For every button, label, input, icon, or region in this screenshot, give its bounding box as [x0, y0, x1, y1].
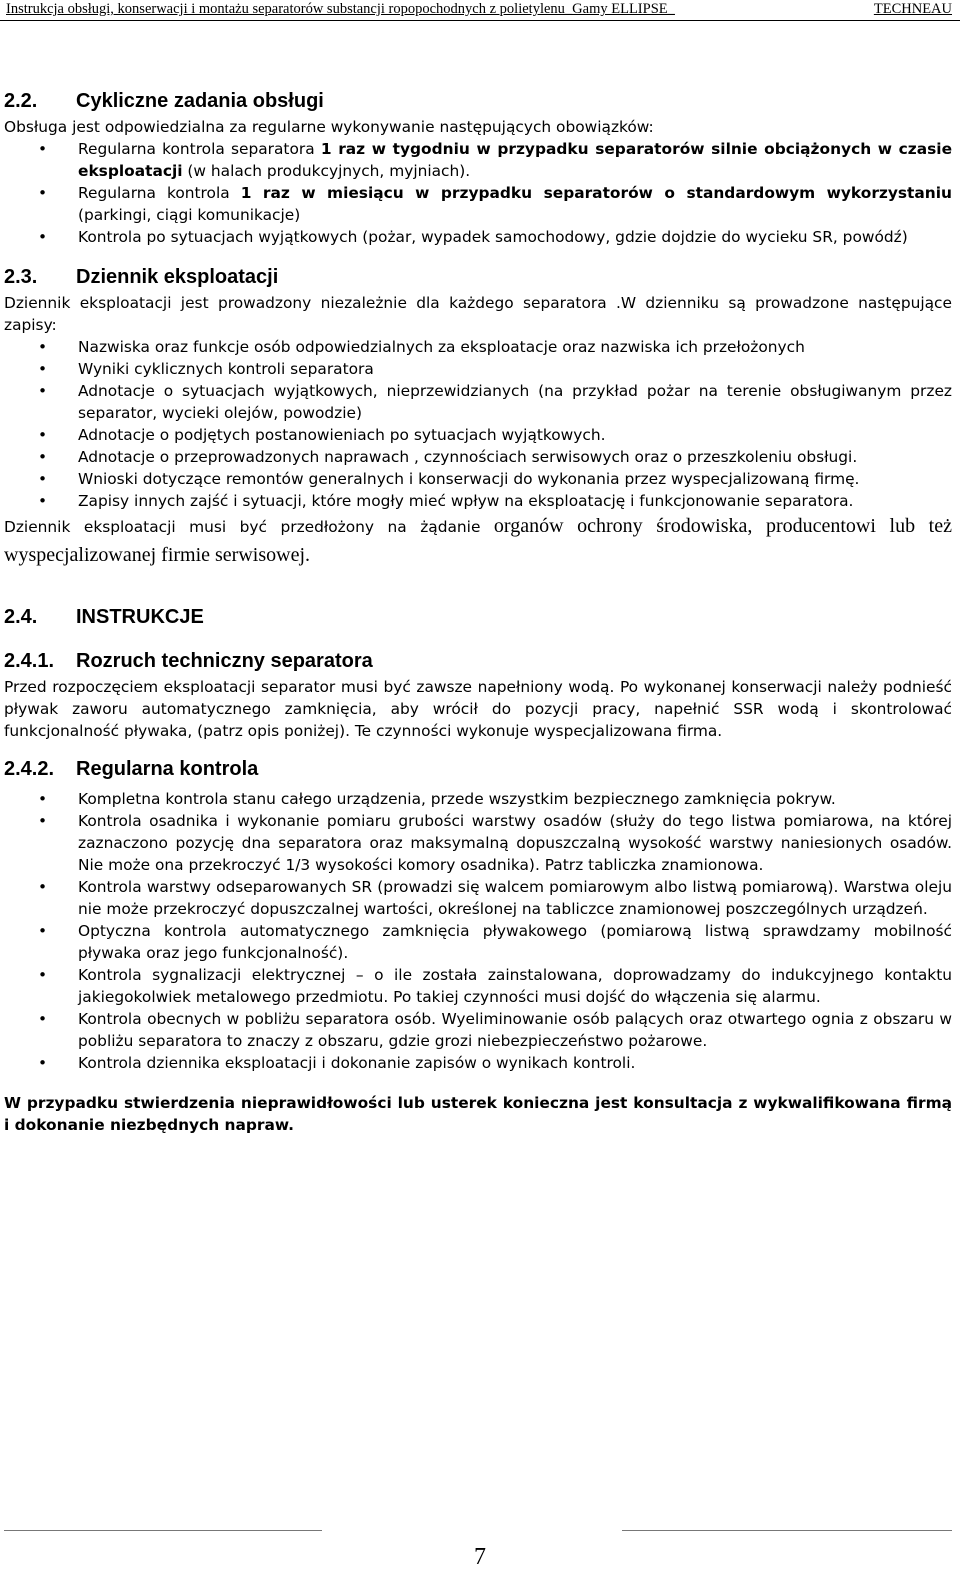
bullet-icon: •: [38, 1054, 48, 1072]
bullet-icon: •: [38, 382, 48, 400]
list-item: • Nazwiska oraz funkcje osób odpowiedzialnych za eksploatacje oraz nazwiska ich przełożonych: [38, 338, 805, 356]
bullet-icon: •: [38, 228, 48, 246]
list-item: • Regularna kontrola 1 raz w miesiącu w przypadku separatorów o standardowym wykorzystaniu (parkingi, ciągi komunikacje): [38, 184, 952, 224]
bullet-icon: •: [38, 470, 48, 488]
section-heading: 2.4.1. Rozruch techniczny separatora: [4, 650, 373, 672]
bullet-list: [4, 138, 952, 248]
list-item: • Kompletna kontrola stanu całego urządzenia, przede wszystkim bezpiecznego zamknięcia pokryw.: [38, 790, 836, 808]
section-heading: 2.3. Dziennik eksploatacji: [4, 266, 279, 288]
bullet-icon: •: [38, 360, 48, 378]
list-item: • Kontrola warstwy odseparowanych SR (prowadzi się walcem pomiarowym albo listwą pomiarową). Warstwa oleju nie może przekroczyć dopuszczalnej wartości, określonej na tabliczce znamionowej poszczególnych urządzeń.: [38, 878, 952, 918]
list-item: • Kontrola dziennika eksploatacji i dokonanie zapisów o wynikach kontroli.: [38, 1054, 636, 1072]
header-company-link[interactable]: TECHNEAU: [873, 1, 952, 17]
section-2-3: [4, 262, 952, 570]
list-item: • Wyniki cyklicznych kontroli separatora: [38, 360, 374, 378]
section-heading: 2.2. Cykliczne zadania obsługi: [4, 90, 324, 112]
final-note: [4, 1092, 952, 1136]
list-item: • Kontrola po sytuacjach wyjątkowych (pożar, wypadek samochodowy, gdzie dojdzie do wycieku SR, powódź): [38, 228, 908, 246]
bullet-icon: •: [38, 184, 48, 202]
page-number: 7: [474, 1544, 486, 1570]
bullet-icon: •: [38, 338, 48, 356]
header-title-link[interactable]: Instrukcja obsługi, konserwacji i montażu separatorów substancji ropopochodnych z polietylenu_Gamy ELLIPSE_: [6, 1, 675, 17]
list-item: • Adnotacje o sytuacjach wyjątkowych, nieprzewidzianych (na przykład pożar na terenie obsługiwanym przez separator, wycieki olejów, powodzie): [38, 382, 952, 422]
bullet-icon: •: [38, 812, 48, 830]
bullet-icon: •: [38, 140, 48, 158]
running-header: [0, 0, 960, 21]
list-item: • Regularna kontrola separatora 1 raz w tygodniu w przypadku separatorów silnie obciążonych w czasie eksploatacji (w halach produkcyjnych, myjniach).: [38, 140, 953, 180]
bullet-icon: •: [38, 922, 48, 940]
bullet-list: [4, 788, 952, 1074]
bullet-icon: •: [38, 1010, 48, 1028]
list-item: • Adnotacje o podjętych postanowieniach po sytuacjach wyjątkowych.: [38, 426, 606, 444]
bullet-icon: •: [38, 492, 48, 510]
section-heading: 2.4. INSTRUKCJE: [4, 606, 204, 628]
list-item: • Zapisy innych zajść i sytuacji, które mogły mieć wpływ na eksploatację i funkcjonowanie separatora.: [38, 492, 854, 510]
section-paragraph: Przed rozpoczęciem eksploatacji separator musi być zawsze napełniony wodą. Po wykonanej konserwacji należy podnieść pływak zaworu automatycznego zamknięcia, aby wrócił do pozycji pracy, napełnić SSR wodą i skontrolować funkcjonalność pływaka, (patrz opis poniżej). Te czynności wykonuje wyspecjalizowana firma.: [4, 678, 952, 740]
bullet-icon: •: [38, 790, 48, 808]
section-2-2: [4, 86, 952, 248]
final-note-text: W przypadku stwierdzenia nieprawidłowości lub usterek konieczna jest konsultacja z wykwalifikowana firmą i dokonanie niezbędnych napraw.: [4, 1094, 952, 1134]
list-item: • Kontrola obecnych w pobliżu separatora osób. Wyeliminowanie osób palących oraz otwartego ognia z obszaru w pobliżu separatora to znaczy z obszaru, gdzie grozi niebezpieczeństwo pożarowe.: [38, 1010, 952, 1050]
list-item: • Kontrola sygnalizacji elektrycznej – o ile została zainstalowana, doprowadzamy do indukcyjnego kontaktu jakiegokolwiek metalowego przedmiotu. Po takiej czynności musi dojść do włączenia się alarmu.: [38, 966, 952, 1006]
bullet-icon: •: [38, 448, 48, 466]
section-2-4-1: [4, 646, 952, 742]
bullet-list: [4, 336, 952, 512]
footer-divider-right: [622, 1530, 952, 1531]
footer-divider-left: [4, 1530, 322, 1531]
section-intro: Obsługa jest odpowiedzialna za regularne wykonywanie następujących obowiązków:: [4, 118, 654, 136]
bullet-icon: •: [38, 966, 48, 984]
section-2-4: [4, 602, 952, 632]
list-item: • Wnioski dotyczące remontów generalnych i konserwacji do wykonania przez wyspecjalizowaną firmę.: [38, 470, 860, 488]
section-heading: 2.4.2. Regularna kontrola: [4, 758, 259, 780]
closing-paragraph: Dziennik eksploatacji musi być przedłożony na żądanie organów ochrony środowiska, producentowi lub też wyspecjalizowanej firmie serwisowej.: [4, 515, 952, 566]
document-body: [4, 86, 952, 1136]
section-intro: Dziennik eksploatacji jest prowadzony niezależnie dla każdego separatora .W dzienniku są prowadzone następujące zapisy:: [4, 294, 952, 334]
section-2-4-2: [4, 754, 952, 1074]
bullet-icon: •: [38, 426, 48, 444]
list-item: • Adnotacje o przeprowadzonych naprawach , czynnościach serwisowych oraz o przeszkoleniu obsługi.: [38, 448, 858, 466]
list-item: • Kontrola osadnika i wykonanie pomiaru grubości warstwy osadów (służy do tego listwa pomiarowa, na której zaznaczono pozycję dna separatora oraz maksymalną dopuszczalną wysokość warstwy naniesionych osadów. Nie może ona przekroczyć 1/3 wysokości komory osadnika). Patrz tabliczka znamionowa.: [38, 812, 952, 874]
bullet-icon: •: [38, 878, 48, 896]
list-item: • Optyczna kontrola automatycznego zamknięcia pływakowego (pomiarową listwą sprawdzamy mobilność pływaka oraz jego funkcjonalność).: [38, 922, 952, 962]
